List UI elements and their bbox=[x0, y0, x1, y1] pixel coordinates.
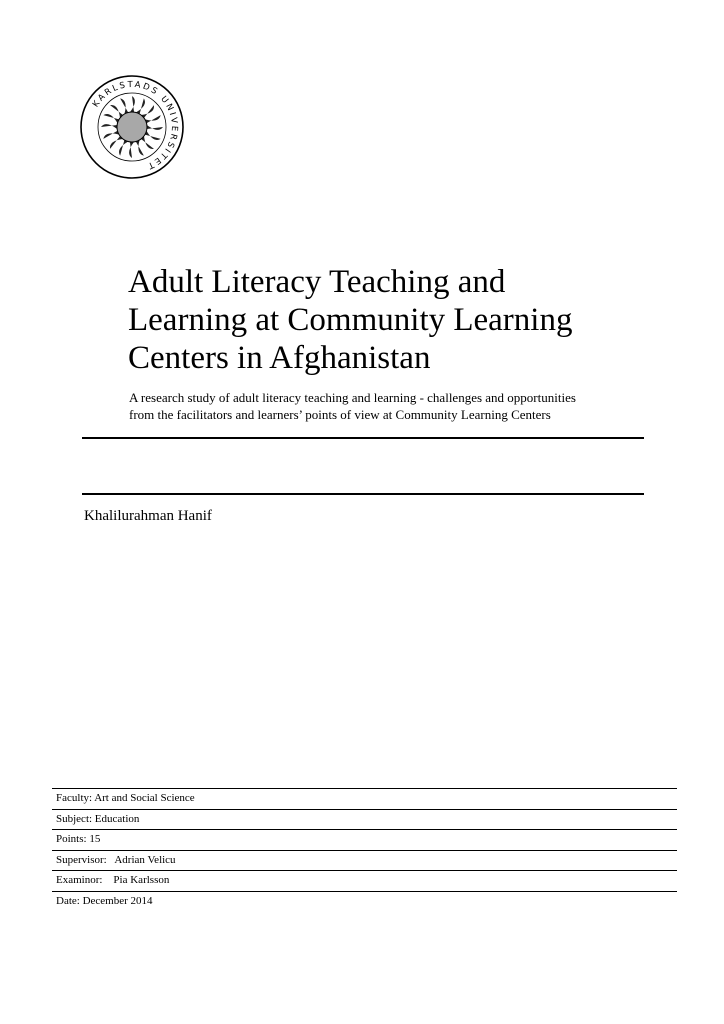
sun-ray bbox=[141, 105, 154, 118]
title-divider-bottom bbox=[82, 493, 644, 495]
sun-ray bbox=[103, 131, 119, 139]
metadata-subject: Subject: Education bbox=[52, 809, 677, 830]
sun-ray bbox=[141, 136, 154, 149]
sun-ray bbox=[110, 136, 123, 149]
subtitle-line: from the facilitators and learners’ points of view at Community Learning Centers bbox=[129, 407, 551, 422]
metadata-date: Date: December 2014 bbox=[52, 891, 677, 912]
title-line: Learning at Community Learning bbox=[128, 302, 573, 338]
sun-ray bbox=[145, 115, 161, 123]
subtitle-line: A research study of adult literacy teaching and learning - challenges and opportunities bbox=[129, 390, 576, 405]
thesis-metadata-table bbox=[52, 788, 677, 911]
metadata-faculty: Faculty: Art and Social Science bbox=[52, 788, 677, 809]
sun-ray bbox=[103, 114, 119, 123]
title-line: Adult Literacy Teaching and bbox=[128, 264, 506, 300]
sun-ray bbox=[120, 98, 128, 114]
document-title bbox=[128, 263, 688, 377]
title-line: Centers in Afghanistan bbox=[128, 340, 431, 376]
metadata-points: Points: 15 bbox=[52, 829, 677, 850]
sun-ray bbox=[110, 105, 123, 118]
seal-text: KARLSTADS UNIVERSITET bbox=[91, 79, 180, 172]
metadata-supervisor: Supervisor: Adrian Velicu bbox=[52, 850, 677, 871]
sun-ray bbox=[101, 124, 117, 129]
author-name: Khalilurahman Hanif bbox=[84, 508, 212, 524]
sun-ray bbox=[119, 140, 128, 156]
sun-ray bbox=[136, 98, 145, 114]
university-seal-icon bbox=[80, 75, 184, 179]
title-divider-top bbox=[82, 437, 644, 439]
sun-ray bbox=[147, 125, 163, 130]
document-subtitle bbox=[129, 389, 669, 423]
sun-ray bbox=[136, 140, 144, 156]
sun-ray bbox=[130, 96, 135, 112]
sun-ray bbox=[145, 131, 161, 140]
sun-ray bbox=[129, 142, 134, 158]
metadata-examinor: Examinor: Pia Karlsson bbox=[52, 870, 677, 891]
